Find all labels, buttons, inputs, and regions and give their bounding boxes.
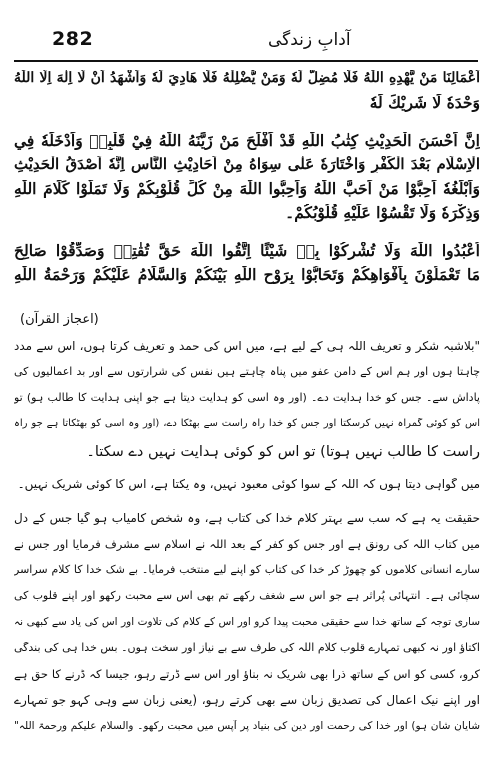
translation-line: راست کا طالب نہیں ہوتا) تو اس کو کوئی ہدایت نہیں دے سکتا۔ <box>86 444 480 460</box>
translation-line: "بلاشبہ شکر و تعریف اللہ ہی کے لیے ہے، میں اس کی حمد و تعریف کرتا ہوں، اس سے مدد <box>14 340 480 353</box>
arabic-line: وَحْدَهٗ لَا شَرِيْكَ لَهٗ <box>369 94 480 112</box>
arabic-line: اَعْمَالِنَا مَنْ يَّهْدِهِ اللّٰهُ فَلَا مُضِلَّ لَهٗ وَمَنْ يُّضْلِلْهُ فَلَا هَادِيَ لَهٗ وَاَشْهَدُ اَنْ لَّا اِلٰهَ اِلَّا اللّٰهُ <box>14 70 480 86</box>
translation-line: چاہتا ہوں اور ہم اس کے دامن عفو میں پناہ چاہتے ہیں نفس کی شرارتوں سے اور بد اعمالیوں کی <box>14 366 480 378</box>
translation-line: سچائی ہے۔ انتہائی پُراثر ہے جو اس سے شغف رکھے تم بھی اس سے محبت رکھو اور اپنے قلوب کی <box>14 590 480 602</box>
translation-line: سارے انسانی کلاموں کو چھوڑ کر خدا کی کتاب کو اپنے لیے منتخب فرمایا۔ بے شک خدا کا کلام سراسر <box>14 564 480 576</box>
arabic-line: مَا تَعْمَلُوْنَ بِاَفْوَاهِكُمْ وَتَحَابُّوْا بِرَوْحِ اللّٰهِ بَيْنَكُمْ وَالسَّلَامُ عَلَيْكُمْ وَرَحْمَةُ اللّٰهِ <box>14 266 480 284</box>
arabic-line: اِنَّ اَحْسَنَ الْحَدِيْثِ كِتٰبُ اللّٰهِ قَدْ اَفْلَحَ مَنْ زَيَّنَهُ اللّٰهُ فِيْ قَلْبِهٖ وَاَدْخَلَهٗ فِي <box>14 132 480 150</box>
page-number: 282 <box>52 28 94 50</box>
translation-line: اور اپنے نیک اعمال کی تصدیق زبان سے بھی کرتے رہو، (یعنی زبان سے وہی کہو جو تمہارے <box>14 694 480 707</box>
translation-line: اس کو کوئی گمراہ نہیں کرسکتا اور جس کو خدا راہ راست سے بھٹکا دے، (اور وہ اسی کو بھٹکاتا ہے جو راہ <box>14 418 480 429</box>
translation-line: اکتاؤ اور نہ کبھی تمہارے قلوب کلام اللہ کی طرف سے بے نیاز اور سخت ہوں۔ بس خدا ہی کی بندگی <box>14 642 480 654</box>
running-title: آدابِ زندگی <box>268 30 351 50</box>
source-reference: (اعجاز القرآن) <box>20 312 99 327</box>
arabic-line: وَذِكْرَهٗ وَلَا تَقْسُوْا عَلَيْهِ قُلُوْبُكُمْ۔ <box>285 204 480 222</box>
arabic-line: وَاَبْلَغُهٗ اَحِبُّوْا مَنْ اَحَبَّ اللّٰهُ وَاَحِبُّوا اللّٰهَ مِنْ كُلِّ قُلُوْبِكُمْ وَلَا تَمَلُّوْا كَلَامَ اللّٰهِ <box>14 180 480 198</box>
translation-line: میں گواہی دیتا ہوں کہ اللہ کے سوا کوئی معبود نہیں، وہ یکتا ہے، اس کا کوئی شریک نہیں۔ <box>17 478 480 491</box>
translation-line: پاداش سے۔ جس کو خدا ہدایت دے۔ (اور وہ اسی کو ہدایت دیتا ہے جو اپنی ہدایت کا طالب ہو) تو <box>14 392 480 404</box>
header-rule <box>14 60 478 62</box>
translation-line: ساری توجہ کے ساتھ خدا سے حقیقی محبت پیدا کرو اور اس کے کلام کی تلاوت اور اس کی یاد سے کبھی نہ <box>14 616 480 628</box>
arabic-line: اُعْبُدُوا اللّٰهَ وَلَا تُشْرِكُوْا بِهٖ شَيْئًا اِتَّقُوا اللّٰهَ حَقَّ تُقٰتِهٖ وَصَدِّقُوْا صَالِحَ <box>14 242 480 260</box>
translation-line: کرو، کسی کو اس کے ساتھ ذرا بھی شریک نہ بناؤ اور اس سے ڈرتے رہو، جیسا کہ ڈرنے کا حق ہے <box>14 668 480 681</box>
page-header <box>10 28 480 62</box>
translation-line: شایانِ شان ہو) اور خدا کی رحمت اور دین کی بنیاد پر آپس میں محبت رکھو۔ والسلام علیکم ورحمۃ اللہ" <box>14 720 480 732</box>
arabic-line: الْاِسْلَامِ بَعْدَ الْكُفْرِ وَاخْتَارَهٗ عَلٰى سِوَاهُ مِنْ اَحَادِيْثِ النَّاسِ اِنَّهٗ اَصْدَقُ الْحَدِيْثِ <box>14 156 480 173</box>
translation-line: حقیقت یہ ہے کہ سب سے بہتر کلام خدا کی کتاب ہے، وہ شخص کامیاب ہو گیا جس کے دل <box>14 512 480 525</box>
translation-line: میں کتاب اللہ کی رونق ہے اور جس کو کفر کے بعد اللہ نے اسلام سے مشرف فرمایا اور جس نے <box>14 538 480 551</box>
